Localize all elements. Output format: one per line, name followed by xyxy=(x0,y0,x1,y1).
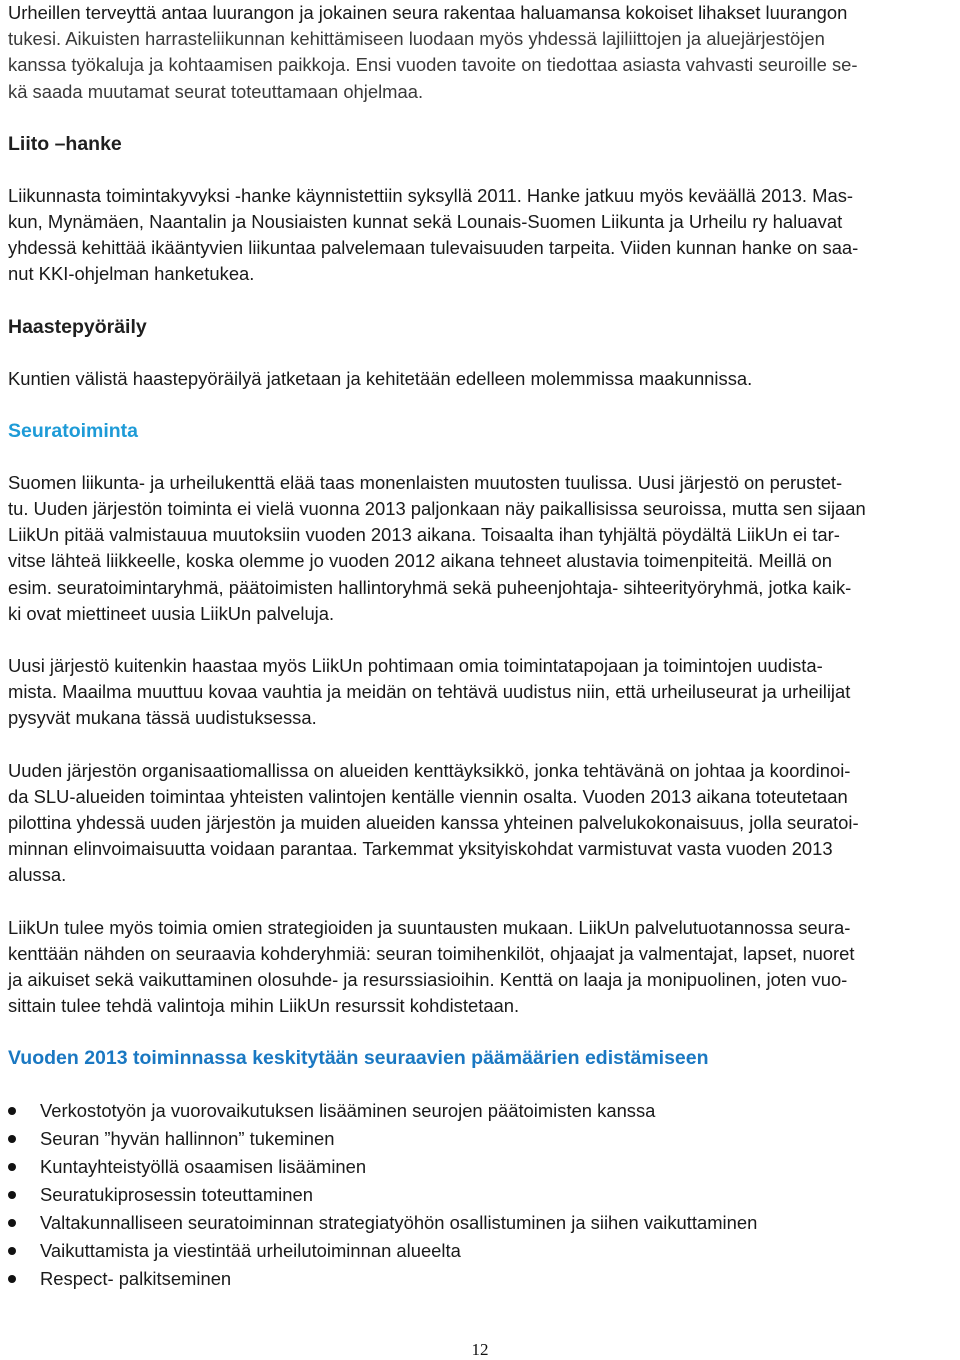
list-item xyxy=(8,1209,956,1237)
bullet-dot-icon xyxy=(8,1219,16,1227)
seura-paragraph-2 xyxy=(8,653,956,732)
liito-paragraph xyxy=(8,183,956,288)
seura-line: LiikUn tulee myös toimia omien strategioiden ja suuntausten mukaan. LiikUn palvelutuotannossa seura- xyxy=(8,916,851,938)
seura-line: kenttään nähden on seuraavia kohderyhmiä: seuran toimihenkilöt, ohjaajat ja valmentajat, lapset, nuoret xyxy=(8,942,855,964)
section-heading-liito: Liito –hanke xyxy=(8,132,122,155)
seura-line: Uusi järjestö kuitenkin haastaa myös LiikUn pohtimaan omia toimintatapojaan ja toimintojen uudista- xyxy=(8,655,823,677)
seura-line: Uuden järjestön organisaatiomallissa on alueiden kenttäyksikkö, jonka tehtävänä on johtaa ja koordinoi- xyxy=(8,759,851,781)
seura-line: minnan elinvoimaisuutta voidaan parantaa. Tarkemmat yksityiskohdat varmistuvat vasta vuoden 2013 xyxy=(8,838,833,860)
seura-line: Suomen liikunta- ja urheilukenttä elää taas monenlaisten muutosten tuulissa. Uusi järjestö on perustet- xyxy=(8,471,843,493)
seura-line: ki ovat miettineet uusia LiikUn palveluja. xyxy=(8,602,335,624)
list-item-text: Verkostotyön ja vuorovaikutuksen lisääminen seurojen päätoimisten kanssa xyxy=(40,1100,656,1122)
list-item-text: Kuntayhteistyöllä osaamisen lisääminen xyxy=(40,1156,367,1178)
document-page xyxy=(8,0,956,1293)
seura-paragraph-1 xyxy=(8,470,956,627)
page-number: 12 xyxy=(471,1340,489,1359)
list-item xyxy=(8,1265,956,1293)
seura-line: mista. Maailma muuttuu kovaa vauhtia ja meidän on tehtävä uudistus niin, että urheiluseurat ja urheilijat xyxy=(8,681,851,703)
list-item xyxy=(8,1153,956,1181)
liito-line: yhdessä kehittää ikääntyvien liikuntaa palvelemaan tulevaisuuden tarpeita. Viiden kunnan hanke on saa- xyxy=(8,237,859,259)
seura-paragraph-3 xyxy=(8,758,956,889)
seura-line: LiikUn pitää valmistauua muutoksiin vuoden 2013 aikana. Toisaalta ihan tyhjältä pöydältä LiikUn ei tar- xyxy=(8,524,840,546)
section-heading-seuratoiminta: Seuratoiminta xyxy=(8,419,139,442)
seura-line: da SLU-alueiden toimintaa yhteisten valintojen kentälle viennin osalta. Vuoden 2013 aikana toteutetaan xyxy=(8,785,848,807)
list-item-text: Vaikuttamista ja viestintää urheilutoiminnan alueelta xyxy=(40,1240,461,1262)
bullet-dot-icon xyxy=(8,1191,16,1199)
intro-line: kä saada muutamat seurat toteuttamaan ohjelmaa. xyxy=(8,80,424,102)
bullet-dot-icon xyxy=(8,1247,16,1255)
haaste-paragraph xyxy=(8,366,956,392)
intro-line: kanssa työkaluja ja kohtaamisen paikkoja. Ensi vuoden tavoite on tiedottaa asiasta vahvasti seuroille se- xyxy=(8,54,858,76)
haaste-line: Kuntien välistä haastepyöräilyä jatketaan ja kehitetään edelleen molemmissa maakunnissa. xyxy=(8,367,753,389)
seura-line: sittain tulee tehdä valintoja mihin LiikUn resurssit kohdistetaan. xyxy=(8,995,520,1017)
liito-line: Liikunnasta toimintakyvyksi -hanke käynnistettiin syksyllä 2011. Hanke jatkuu myös keväällä 2013. Mas- xyxy=(8,184,854,206)
goals-list xyxy=(8,1097,956,1293)
seura-paragraph-4 xyxy=(8,915,956,1020)
list-item-text: Seuratukiprosessin toteuttaminen xyxy=(40,1184,313,1206)
bullet-dot-icon xyxy=(8,1275,16,1283)
list-item-text: Respect- palkitseminen xyxy=(40,1268,232,1290)
seura-line: vitse lähteä liikkeelle, koska olemme jo vuoden 2012 aikana tehneet alustavia toimenpiteitä. Meillä on xyxy=(8,550,832,572)
section-heading-haastepyoraily: Haastepyöräily xyxy=(8,315,147,338)
seura-line: alussa. xyxy=(8,864,67,886)
list-item xyxy=(8,1125,956,1153)
list-item xyxy=(8,1237,956,1265)
section-heading-goals: Vuoden 2013 toiminnassa keskitytään seuraavien päämäärien edistämiseen xyxy=(8,1047,709,1070)
seura-line: esim. seuratoimintaryhmä, päätoimisten hallintoryhmä sekä puheenjohtaja- sihteerityöryhmä, jotka kaik- xyxy=(8,576,852,598)
intro-paragraph xyxy=(8,0,956,105)
seura-line: tu. Uuden järjestön toiminta ei vielä vuonna 2013 paljonkaan näy paikallisissa seuroissa, mutta sen sijaan xyxy=(8,498,866,520)
liito-line: kun, Mynämäen, Naantalin ja Nousiaisten kunnat sekä Lounais-Suomen Liikunta ja Urheilu ry haluavat xyxy=(8,211,843,233)
liito-line: nut KKI-ohjelman hanketukea. xyxy=(8,263,255,285)
list-item xyxy=(8,1097,956,1125)
intro-line: Urheillen terveyttä antaa luurangon ja jokainen seura rakentaa haluamansa kokoiset lihakset luurangon xyxy=(8,2,848,23)
bullet-dot-icon xyxy=(8,1163,16,1171)
bullet-dot-icon xyxy=(8,1107,16,1115)
list-item-text: Seuran ”hyvän hallinnon” tukeminen xyxy=(40,1128,335,1150)
intro-line: tukesi. Aikuisten harrasteliikunnan kehittämiseen luodaan myös yhdessä lajiliittojen ja aluejärjestöjen xyxy=(8,28,825,50)
list-item-text: Valtakunnalliseen seuratoiminnan strategiatyöhön osallistuminen ja siihen vaikuttaminen xyxy=(40,1212,758,1234)
bullet-dot-icon xyxy=(8,1135,16,1143)
list-item xyxy=(8,1181,956,1209)
seura-line: pilottina yhdessä uuden järjestön ja muiden alueiden kanssa yhteinen palvelukokonaisuus, jolla seuratoi- xyxy=(8,812,859,834)
seura-line: pysyvät mukana tässä uudistuksessa. xyxy=(8,707,317,729)
seura-line: ja aikuiset sekä vaikuttaminen olosuhde- ja resurssiasioihin. Kenttä on laaja ja monipuolinen, joten vuo- xyxy=(8,969,848,991)
